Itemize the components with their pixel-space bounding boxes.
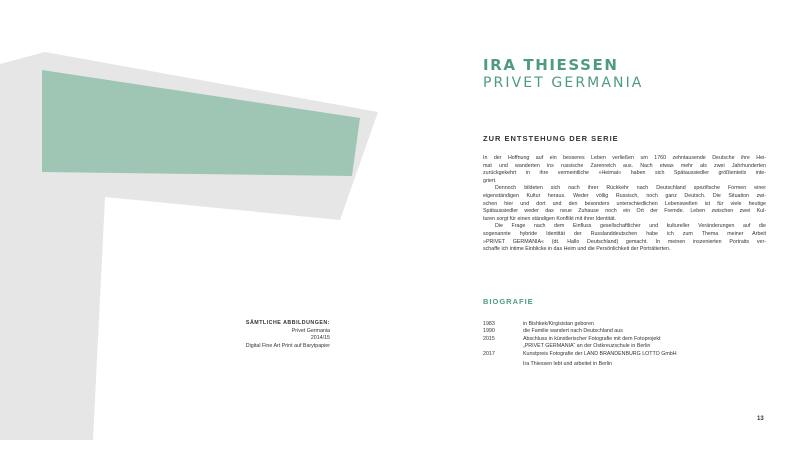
essay-body xyxy=(483,155,766,254)
biography-text: in Bishkek/Kirgisistan geboren xyxy=(523,321,594,327)
caption-medium: Digital Fine Art Print auf Barytpapier xyxy=(245,342,330,349)
biography-note: Ira Thiessen lebt und arbeitet in Berlin xyxy=(523,361,613,367)
essay-line: schaffe ich intime Einblicke in das Heim und die Persönlichkeit der Porträtierten. xyxy=(483,246,671,253)
essay-line: sogenannte hybride Identität der Russlanddeutschen habe ich zum Thema meiner Arbeit xyxy=(483,230,766,237)
biography-year: 2017 xyxy=(483,350,495,357)
essay-line: Die Frage nach dem Einfluss gesellschaftlicher und kultureller Veränderungen auf die xyxy=(495,223,766,230)
caption-label: SÄMTLICHE ABBILDUNGEN: xyxy=(245,320,330,326)
essay-line: turen sorgt für einen ständigen Konflikt mit ihrer Identität. xyxy=(483,215,617,222)
essay-line: Spätaussiedler weder das neue Zuhause noch ein Ort der Fremde. Leben zwischen zwei Kul- xyxy=(483,208,766,215)
essay-line: zurückgekehrt in ihre vermeintliche »Heimat« haben sich Spätaussiedler größtenteils inte- xyxy=(483,170,766,177)
biography-year: 1990 xyxy=(483,328,495,335)
biography-year: 1983 xyxy=(483,321,495,327)
essay-line: In der Hoffnung auf ein besseres Leben verließen um 1760 zehntausende Deutsche ihre Hei- xyxy=(483,155,766,161)
biography-heading: BIOGRAFIE xyxy=(483,297,534,306)
image-captions xyxy=(246,320,330,350)
page-number: 13 xyxy=(757,416,764,422)
essay-heading: ZUR ENTSTEHUNG DER SERIE xyxy=(483,134,619,143)
biography-text: Kunstpreis Fotografie der LAND BRANDENBURG LOTTO GmbH xyxy=(523,350,677,357)
essay-line: schen hier und dort und den besonders unterschiedlichen Lebenswelten ist für viele heutige xyxy=(483,200,766,207)
essay-line: griert. xyxy=(483,177,497,184)
biography-text: die Familie wandert nach Deutschland aus xyxy=(523,328,623,335)
biography-text: „PRIVET GERMANIA“ an der Ostkreuzschule in Berlin xyxy=(523,343,651,350)
essay-line: »PRIVET GERMANIA« (dt. Hallo Deutschland) gemacht. In meinen inszenierten Portraits ver- xyxy=(483,238,766,245)
caption-title: Privet Germania xyxy=(291,327,330,334)
biography-text: Abschluss in künstlerischer Fotografie mit dem Fotoprojekt xyxy=(523,335,661,342)
artist-name: IRA THIESSEN xyxy=(483,56,619,74)
series-title: PRIVET GERMANIA xyxy=(483,75,644,91)
caption-year: 2014/15 xyxy=(310,335,330,341)
essay-line: mat und wanderten ins russische Zarenreich aus. Nach etwas mehr als zwei Jahrhunderten xyxy=(483,162,766,169)
essay-line: Dennoch bildeten sich nach ihrer Rückkehr nach Deutschland spezifische Formen einer xyxy=(495,185,766,192)
biography-year: 2015 xyxy=(483,335,495,342)
essay-line: eigenständigen Kultur heraus. Weder völlig Russisch, noch ganz Deutsch. Die Situation zwi- xyxy=(483,192,766,199)
